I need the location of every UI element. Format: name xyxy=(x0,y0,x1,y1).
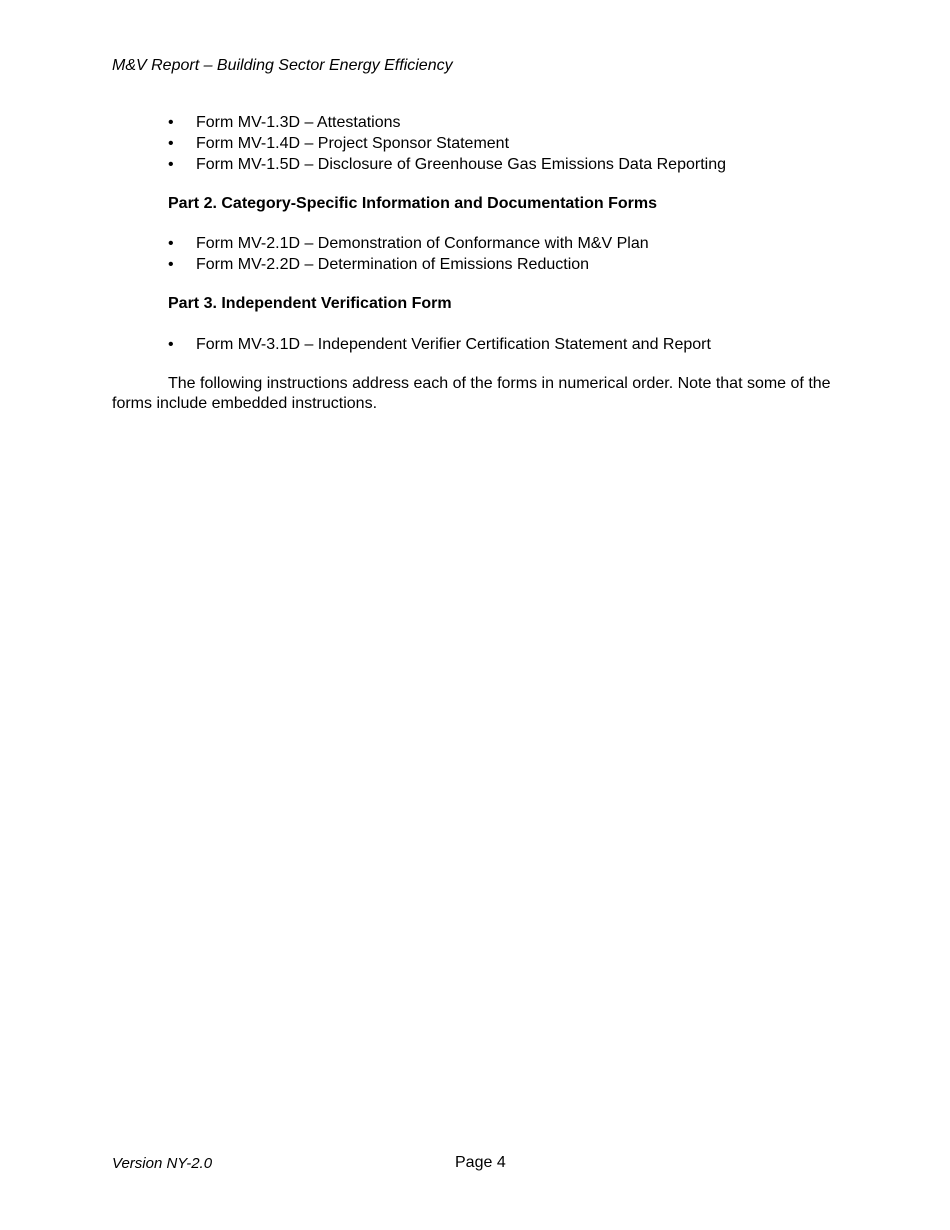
footer-version: Version NY-2.0 xyxy=(112,1155,213,1172)
list-item-text: Form MV-1.4D – Project Sponsor Statement xyxy=(196,135,510,152)
part3-forms-list xyxy=(168,334,711,355)
list-item xyxy=(168,133,726,154)
bullet-icon: • xyxy=(168,114,174,131)
bullet-icon: • xyxy=(168,235,174,252)
bullet-icon: • xyxy=(168,336,174,353)
list-item xyxy=(168,112,726,133)
running-header: M&V Report – Building Sector Energy Efficiency xyxy=(112,57,453,74)
bullet-icon: • xyxy=(168,135,174,152)
bullet-icon: • xyxy=(168,256,174,273)
list-item xyxy=(168,233,649,254)
part2-heading: Part 2. Category-Specific Information and Documentation Forms xyxy=(168,195,657,212)
bullet-icon: • xyxy=(168,156,174,173)
list-item xyxy=(168,254,649,275)
part2-forms-list xyxy=(168,233,649,275)
footer-page-number: Page 4 xyxy=(455,1154,506,1171)
part1-forms-list xyxy=(168,112,726,175)
list-item-text: Form MV-1.3D – Attestations xyxy=(196,114,401,131)
instructions-paragraph: The following instructions address each of the forms in numerical order. Note that some of the forms include embedded instructions. xyxy=(112,375,831,412)
list-item-text: Form MV-2.2D – Determination of Emissions Reduction xyxy=(196,256,590,273)
list-item-text: Form MV-2.1D – Demonstration of Conformance with M&V Plan xyxy=(196,235,649,252)
list-item-text: Form MV-3.1D – Independent Verifier Certification Statement and Report xyxy=(196,336,711,353)
list-item-text: Form MV-1.5D – Disclosure of Greenhouse Gas Emissions Data Reporting xyxy=(196,156,726,173)
list-item xyxy=(168,334,711,355)
list-item xyxy=(168,154,726,175)
part3-heading: Part 3. Independent Verification Form xyxy=(168,295,452,312)
